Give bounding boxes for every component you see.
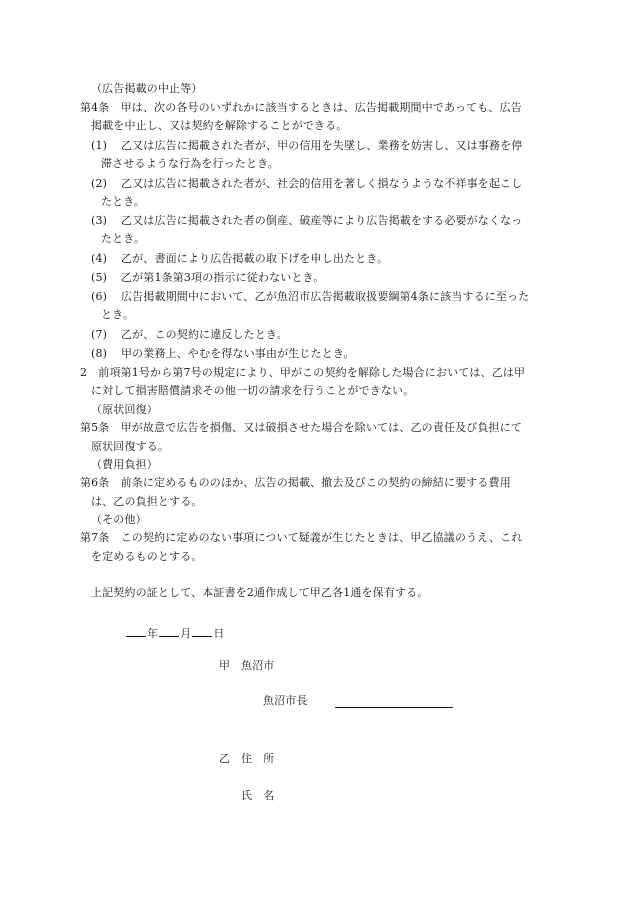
party-a-name: 魚沼市 [241,659,275,672]
party-b-address-label: 住 所 [241,752,275,765]
party-a-label: 甲 [219,659,231,672]
article-4-item-7-text: 乙が、この契約に違反したとき。 [121,328,288,341]
party-b-name-label: 氏 名 [241,789,275,802]
article-4-para-2-line-1: 2 前項第1号から第7号の規定により、甲がこの契約を解除した場合においては、乙は甲 [80,366,526,379]
article-5-line-2: 原状回復する。 [91,440,170,453]
article-4-item-7-num: (7) [91,328,108,341]
article-6-line-1: 第6条 前条に定めるもののほか、広告の掲載、撤去及びこの契約の締結に要する費用 [80,476,511,489]
article-4-item-1-cont: 滞させるような行為を行ったとき。 [101,157,279,170]
article-4-item-3-text: 乙又は広告に掲載された者の倒産、破産等により広告掲載をする必要がなくなっ [121,214,523,227]
article-4-item-2-num: (2) [91,177,108,190]
article-4-para-2-line-2: に対して損害賠償請求その他一切の請求を行うことができない。 [91,384,415,397]
article-4-item-1-text: 乙又は広告に掲載された者が、甲の信用を失墜し、業務を妨害し、又は事務を停 [121,139,523,152]
article-7-line-1: 第7条 この契約に定めのない事項について疑義が生じたときは、甲乙協議のうえ、これ [80,531,523,544]
article-4-line-1: 第4条 甲は、次の各号のいずれかに該当するときは、広告掲載期間中であっても、広告 [80,101,522,114]
article-4-heading: （広告掲載の中止等） [91,82,203,95]
article-6-line-2: は、乙の負担とする。 [91,495,203,508]
article-4-item-5-num: (5) [91,271,108,284]
party-a-signature-line [335,707,453,708]
article-7-heading: （その他） [91,513,147,526]
article-4-line-2: 掲載を中止し、又は契約を解除することができる。 [91,119,348,132]
article-4-item-3-num: (3) [91,214,108,227]
article-4-item-1-num: (1) [91,139,108,152]
day-label: 日 [213,627,225,640]
article-4-item-2-cont: たとき。 [101,195,146,208]
article-5-line-1: 第5条 甲が故意で広告を損傷、又は破損させた場合を除いては、乙の責任及び負担にて [80,421,522,434]
article-4-item-4-text: 乙が、書面により広告掲載の取下げを申し出たとき。 [121,252,389,265]
closing-statement: 上記契約の証として、本証書を2通作成して甲乙各1通を保有する。 [91,586,429,599]
article-4-item-2-text: 乙又は広告に掲載された者が、社会的信用を著しく損なうような不祥事を起こし [121,177,523,190]
day-blank [192,625,212,637]
year-label: 年 [147,627,159,640]
article-4-item-6-cont: とき。 [101,308,135,321]
article-4-item-8-num: (8) [91,347,108,360]
party-b-label: 乙 [219,752,231,765]
month-blank [159,625,179,637]
article-5-heading: （原状回復） [91,403,158,416]
article-4-item-6-text: 広告掲載期間中において、乙が魚沼市広告掲載取扱要綱第4条に該当するに至った [121,290,530,303]
article-4-item-6-num: (6) [91,290,108,303]
article-7-line-2: を定めるものとする。 [91,550,203,563]
month-label: 月 [180,627,192,640]
article-4-item-4-num: (4) [91,252,108,265]
party-a-title: 魚沼市長 [263,694,308,707]
year-blank [126,625,146,637]
date-line [125,625,224,641]
article-4-item-5-text: 乙が第1条第3項の指示に従わないとき。 [121,271,325,284]
article-6-heading: （費用負担） [91,458,158,471]
article-4-item-3-cont: たとき。 [101,232,146,245]
article-4-item-8-text: 甲の業務上、やむを得ない事由が生じたとき。 [121,347,355,360]
